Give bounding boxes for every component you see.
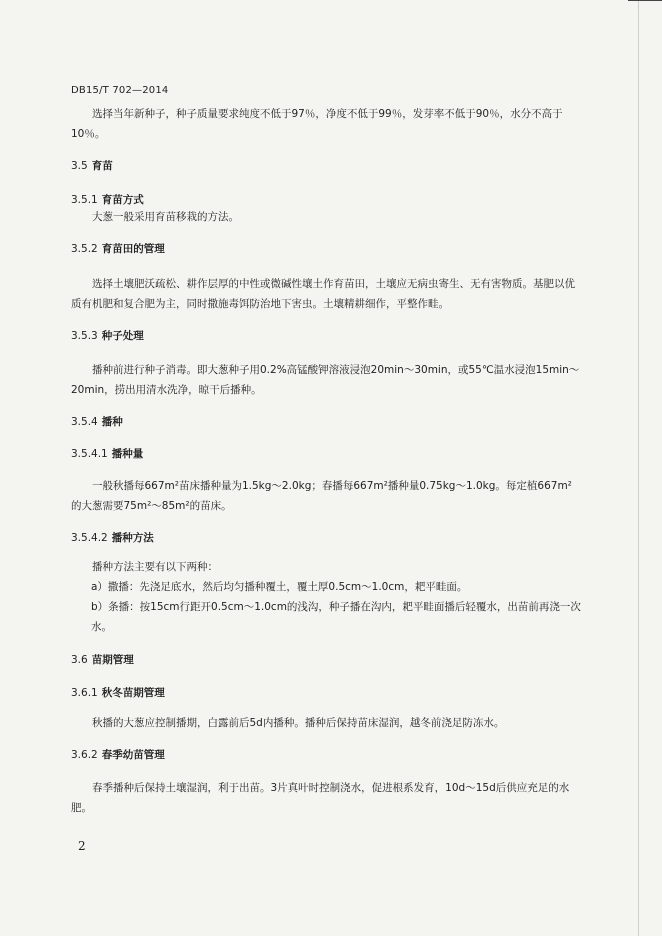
section-3-6-2-paragraph: 春季播种后保持土壤湿润，利于出苗。3片真叶时控制浇水，促进根系发育，10d～15d后供应充足的水肥。 — [71, 782, 570, 814]
section-title: 春季幼苗管理 — [101, 749, 165, 761]
section-title: 播种方法 — [111, 532, 154, 544]
section-number: 3.6.2 — [71, 749, 98, 761]
section-3-5-2-heading — [71, 241, 165, 256]
section-3-5-4-1-paragraph: 一般秋播每667m²苗床播种量为1.5kg～2.0kg；春播每667m²播种量0.75kg～1.0kg。每定植667m²的大葱需要75m²～85m²的苗床。 — [71, 480, 572, 512]
section-3-5-heading — [71, 158, 113, 173]
page-number: 2 — [78, 839, 86, 853]
section-3-5-4-2-heading — [71, 530, 154, 545]
section-3-6-1-heading — [71, 685, 165, 700]
corner-mark — [628, 0, 662, 15]
section-3-6-2-heading — [71, 747, 165, 762]
intro-paragraph: 选择当年新种子，种子质量要求纯度不低于97％，净度不低于99％，发芽率不低于90％，水分不高于10％。 — [71, 108, 563, 140]
list-item-b: b）条播：按15cm行距开0.5cm～1.0cm的浅沟，种子播在沟内，耙平畦面播后轻覆水，出苗前再浇一次水。 — [91, 601, 581, 633]
section-number: 3.5.4 — [71, 416, 98, 428]
section-3-6-heading — [71, 652, 134, 667]
section-number: 3.5.3 — [71, 330, 98, 342]
section-3-5-3-heading — [71, 328, 144, 343]
list-item-a: a）撒播：先浇足底水，然后均匀播种覆土，覆土厚0.5cm～1.0cm，耙平畦面。 — [91, 581, 468, 593]
section-title: 育苗 — [91, 160, 113, 172]
section-number: 3.5.1 — [71, 194, 98, 206]
section-title: 播种量 — [111, 448, 144, 460]
section-title: 育苗田的管理 — [101, 243, 165, 255]
section-title: 育苗方式 — [101, 194, 144, 206]
section-3-5-2-paragraph: 选择土壤肥沃疏松、耕作层厚的中性或微碱性壤土作育苗田，土壤应无病虫寄生、无有害物质。基肥以优质有机肥和复合肥为主，同时撒施毒饵防治地下害虫。土壤精耕细作，平整作畦。 — [71, 278, 575, 310]
section-title: 苗期管理 — [91, 654, 134, 666]
section-3-5-3-paragraph: 播种前进行种子消毒。即大葱种子用0.2%高锰酸钾溶液浸泡20min～30min，或55℃温水浸泡15min～20min，捞出用清水洗净，晾干后播种。 — [71, 364, 580, 396]
section-title: 秋冬苗期管理 — [101, 687, 165, 699]
section-title: 播种 — [101, 416, 123, 428]
page-edge-line — [638, 0, 639, 936]
section-number: 3.5.4.1 — [71, 448, 108, 460]
section-number: 3.6.1 — [71, 687, 98, 699]
section-number: 3.5.4.2 — [71, 532, 108, 544]
section-title: 种子处理 — [101, 330, 144, 342]
section-3-5-1-heading — [71, 192, 144, 207]
document-code: DB15/T 702—2014 — [71, 85, 169, 96]
section-number: 3.5 — [71, 160, 88, 172]
section-3-5-4-1-heading — [71, 446, 143, 461]
section-3-5-4-2-intro: 播种方法主要有以下两种： — [92, 561, 218, 573]
section-3-5-1-paragraph: 大葱一般采用育苗移栽的方法。 — [92, 211, 239, 223]
section-3-5-4-heading — [71, 414, 123, 429]
section-number: 3.5.2 — [71, 243, 98, 255]
section-number: 3.6 — [71, 654, 88, 666]
section-3-6-1-paragraph: 秋播的大葱应控制播期，白露前后5d内播种。播种后保持苗床湿润，越冬前浇足防冻水。 — [92, 717, 505, 729]
